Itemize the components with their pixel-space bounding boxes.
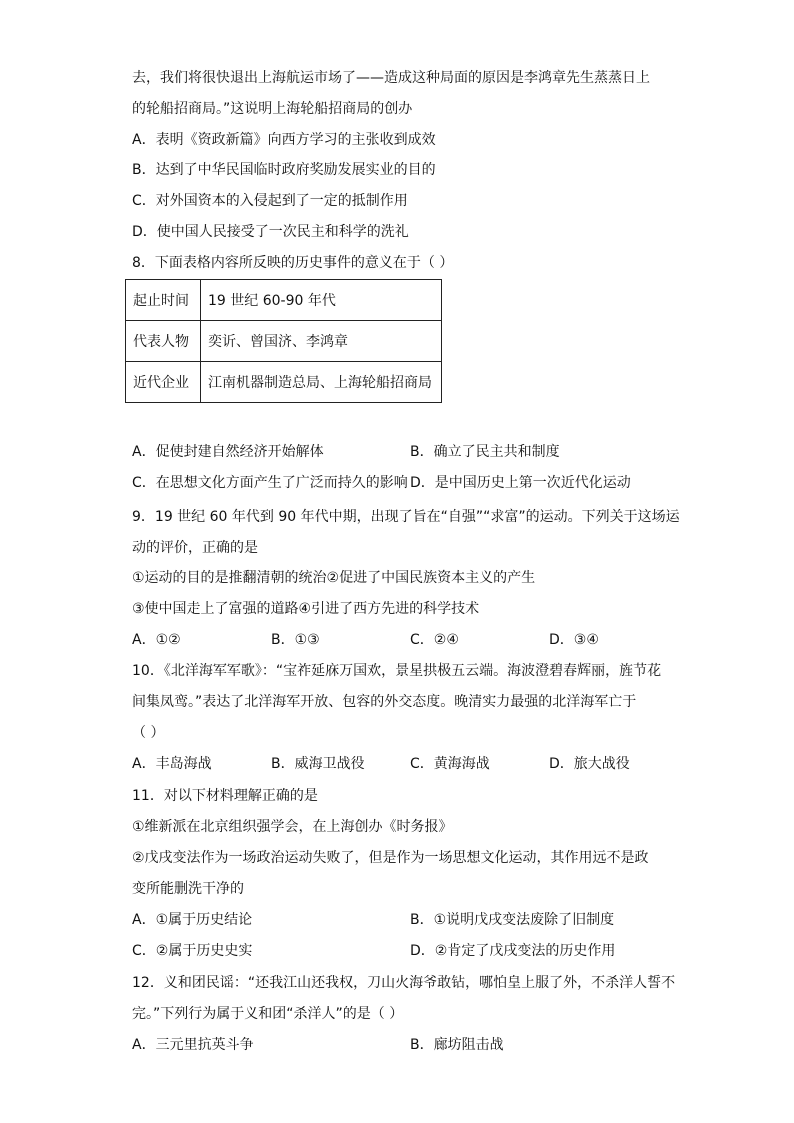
q11-material-2-line2: 变所能删洗干净的 — [132, 881, 244, 897]
q7-option-c: C．对外国资本的入侵起到了一定的抵制作用 — [132, 193, 408, 209]
table-key: 近代企业 — [126, 362, 201, 403]
q11-material-1: ①维新派在北京组织强学会，在上海创办《时务报》 — [132, 819, 453, 835]
table-row — [126, 280, 442, 321]
table-key: 起止时间 — [126, 280, 201, 321]
q10-stem-line3: （ ） — [132, 725, 165, 741]
q11-material-2-line1: ②戊戌变法作为一场政治运动失败了，但是作为一场思想文化运动，其作用远不是政 — [132, 850, 649, 866]
q9-option-d: D．③④ — [549, 632, 599, 648]
table-key: 代表人物 — [126, 321, 201, 362]
table-row — [126, 321, 442, 362]
q11-option-a: A．①属于历史结论 — [132, 912, 253, 928]
q7-option-d: D．使中国人民接受了一次民主和科学的洗礼 — [132, 224, 409, 240]
table-row — [126, 362, 442, 403]
q11-option-b: B．①说明戊戌变法废除了旧制度 — [410, 912, 615, 928]
q8-table — [125, 279, 442, 403]
q11-option-c: C．②属于历史史实 — [132, 943, 253, 959]
q9-option-b: B．①③ — [271, 632, 320, 648]
q7-text-line1: 去，我们将很快退出上海航运市场了——造成这种局面的原因是李鸿章先生蒸蒸日上 — [132, 70, 650, 86]
q8-stem: 8．下面表格内容所反映的历史事件的意义在于（ ） — [132, 255, 454, 271]
q11-option-d: D．②肯定了戊戌变法的历史作用 — [410, 943, 616, 959]
q10-stem-line1: 10．《北洋海军军歌》：“宝祚延庥万国欢，景星拱极五云端。海波澄碧春辉丽，旌节花 — [132, 663, 662, 679]
q7-option-a: A．表明《资政新篇》向西方学习的主张收到成效 — [132, 132, 436, 148]
q12-stem-line1: 12．义和团民谣：“还我江山还我权，刀山火海爷敢钻，哪怕皇上服了外，不杀洋人誓不 — [132, 975, 676, 991]
q7-text-line2: 的轮船招商局。”这说明上海轮船招商局的创办 — [132, 101, 413, 117]
q10-stem-line2: 间集凤鸾。”表达了北洋海军开放、包容的外交态度。晚清实力最强的北洋海军亡于 — [132, 694, 637, 710]
q12-option-b: B．廊坊阻击战 — [410, 1037, 504, 1053]
q11-stem: 11．对以下材料理解正确的是 — [132, 788, 318, 804]
q10-option-d: D．旅大战役 — [549, 756, 630, 772]
q9-item-1: ①运动的目的是推翻清朝的统治②促进了中国民族资本主义的产生 — [132, 570, 536, 586]
q9-stem-line2: 动的评价，正确的是 — [132, 540, 258, 556]
q8-option-c: C．在思想文化方面产生了广泛而持久的影响 — [132, 475, 408, 491]
q10-option-c: C．黄海海战 — [410, 756, 490, 772]
q10-option-a: A．丰岛海战 — [132, 756, 212, 772]
q9-item-2: ③使中国走上了富强的道路④引进了西方先进的科学技术 — [132, 601, 480, 617]
table-value: 19 世纪 60-90 年代 — [201, 280, 442, 321]
q12-option-a: A．三元里抗英斗争 — [132, 1037, 254, 1053]
table-value: 江南机器制造总局、上海轮船招商局 — [201, 362, 442, 403]
q12-stem-line2: 完。”下列行为属于义和团“杀洋人”的是（ ） — [132, 1006, 404, 1022]
table-value: 奕䜣、曾国济、李鸿章 — [201, 321, 442, 362]
q10-option-b: B．威海卫战役 — [271, 756, 365, 772]
q8-option-d: D．是中国历史上第一次近代化运动 — [410, 475, 631, 491]
q8-option-a: A．促使封建自然经济开始解体 — [132, 444, 324, 460]
q9-option-c: C．②④ — [410, 632, 459, 648]
q9-option-a: A．①② — [132, 632, 181, 648]
q9-stem-line1: 9．19 世纪 60 年代到 90 年代中期，出现了旨在“自强”“求富”的运动。下列关于这场运 — [132, 509, 680, 525]
q8-option-b: B．确立了民主共和制度 — [410, 444, 560, 460]
q7-option-b: B．达到了中华民国临时政府奖励发展实业的目的 — [132, 162, 436, 178]
